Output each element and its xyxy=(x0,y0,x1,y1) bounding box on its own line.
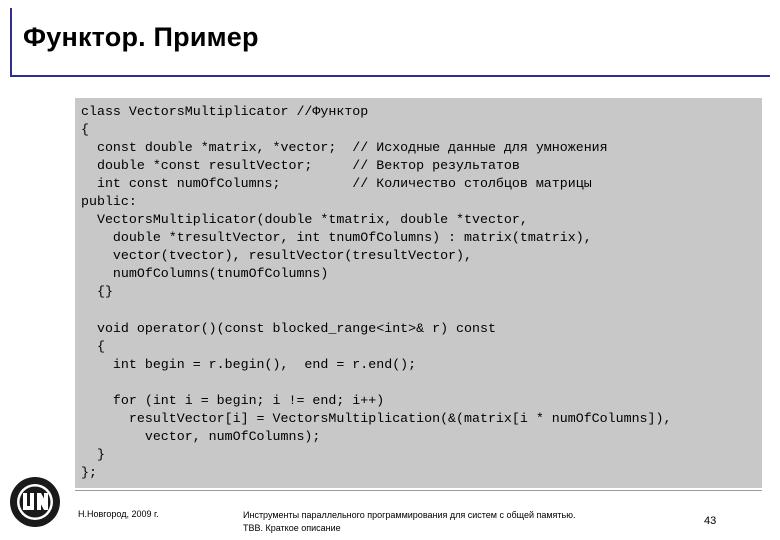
code-line: { xyxy=(81,122,89,138)
code-line: resultVector[i] = VectorsMultiplication(&(matrix[i * numOfColumns]), xyxy=(81,410,672,426)
footer-divider xyxy=(75,490,762,491)
code-line: for (int i = begin; i != end; i++) xyxy=(81,392,385,408)
code-line: vector(tvector), resultVector(tresultVector), xyxy=(81,248,472,264)
code-line: { xyxy=(81,338,105,354)
code-line: VectorsMultiplicator(double *tmatrix, double *tvector, xyxy=(81,212,528,228)
code-block xyxy=(75,98,762,488)
code-line: class VectorsMultiplicator //Функтор xyxy=(81,104,369,119)
footer-course-title xyxy=(243,509,643,535)
code-line xyxy=(81,374,762,392)
code-line: int begin = r.begin(), end = r.end(); xyxy=(81,356,417,372)
footer-course-title-line1: Инструменты параллельного программирования для систем с общей памятью. xyxy=(243,510,576,520)
code-line: }; xyxy=(81,464,97,480)
header-frame-vertical-line xyxy=(10,8,12,75)
code-line: void operator()(const blocked_range<int>& r) const xyxy=(81,320,496,336)
code-line: } xyxy=(81,446,105,462)
page-number: 43 xyxy=(704,515,717,527)
code-line: int const numOfColumns; // Количество столбцов матрицы xyxy=(81,176,592,192)
code-line: double *const resultVector; // Вектор результатов xyxy=(81,158,520,174)
code-line xyxy=(81,302,762,320)
footer-course-title-line2: TBB. Краткое описание xyxy=(243,523,341,533)
code-line: numOfColumns(tnumOfColumns) xyxy=(81,266,329,282)
footer-place-date: Н.Новгород, 2009 г. xyxy=(78,509,159,519)
code-line: vector, numOfColumns); xyxy=(81,428,321,444)
code-line: const double *matrix, *vector; // Исходные данные для умножения xyxy=(81,140,608,156)
code-line: public: xyxy=(81,194,137,210)
code-line: double *tresultVector, int tnumOfColumns) : matrix(tmatrix), xyxy=(81,230,592,246)
header-frame-horizontal-line xyxy=(10,75,770,77)
slide-title: Функтор. Пример xyxy=(23,22,259,52)
code-listing xyxy=(75,98,762,482)
university-logo-icon xyxy=(8,475,62,529)
code-line: {} xyxy=(81,284,113,300)
